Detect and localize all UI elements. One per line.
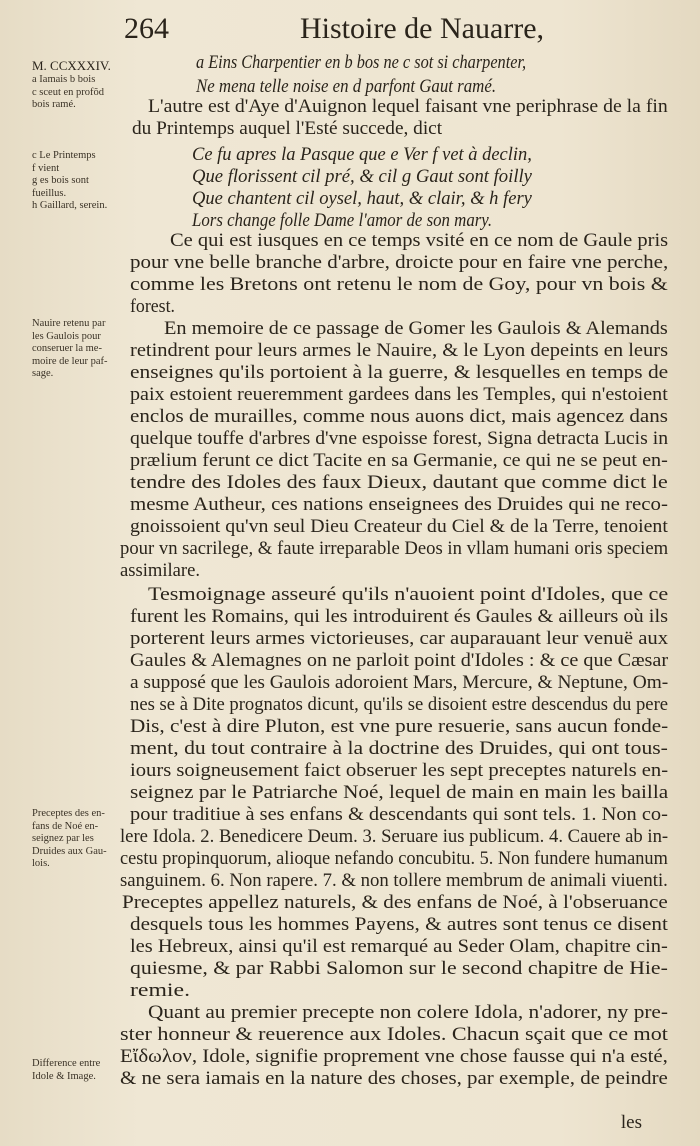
- text-line: pour traditiue à ses enfans & descendants qui sont tels. 1. Non co-: [130, 804, 668, 825]
- margin-note-line: Preceptes des en-: [32, 808, 105, 819]
- text-line: prælium ferunt ce dict Tacite en sa Germanie, ce qui ne se peut en-: [130, 450, 668, 471]
- text-line: Ce qui est iusques en ce temps vsité en ce nom de Gaule pris: [170, 230, 669, 251]
- catchword: les: [620, 1112, 642, 1133]
- margin-note-line: moire de leur paf-: [32, 355, 108, 367]
- margin-year: M. CCXXXIV.: [32, 58, 111, 73]
- text-line: tendre des Idoles des faux Dieux, dautant que comme dict le: [130, 472, 668, 493]
- text-line: seignez par le Patriarche Noé, lequel de main en main les bailla: [130, 782, 669, 803]
- text-line: quiesme, & par Rabbi Salomon sur le second chapitre de Hie-: [130, 958, 668, 979]
- running-title: Histoire de Nauarre,: [300, 12, 545, 45]
- text-line: retindrent pour leurs armes le Nauire, & le Lyon depeints en leurs: [130, 340, 669, 361]
- text-line: L'autre est d'Aye d'Auignon lequel faisant vne periphrase de la fin: [148, 96, 668, 117]
- text-line: paix estoient reueremment gardees dans les Temples, qui n'estoient: [130, 384, 668, 405]
- text-line: nes se à Dite prognatos dicunt, qu'ils se disoient estre descendus du pere: [130, 694, 669, 715]
- text-line: les Hebreux, ainsi qu'il est remarqué au Seder Olam, chapitre cin-: [130, 936, 668, 957]
- text-line: desquels tous les hommes Payens, & autres sont tenus ce disent: [130, 914, 668, 935]
- text-line: enclos de murailles, comme nous auons dict, mais agencez dans: [130, 406, 668, 427]
- margin-note-line: Difference entre: [32, 1058, 101, 1069]
- margin-note-line: Druides aux Gau-: [32, 845, 107, 857]
- margin-note-line: c sceut en profõd: [32, 86, 105, 98]
- text-line: Tesmoignage asseuré qu'ils n'auoient point d'Idoles, que ce: [148, 584, 669, 605]
- text-line: a Eins Charpentier en b bos ne c sot si charpenter,: [196, 52, 527, 73]
- margin-note-line: Idole & Image.: [32, 1070, 96, 1082]
- margin-note-line: sage.: [32, 368, 54, 379]
- text-line: enseignes qu'ils portoient à la guerre, & lesquelles en temps de: [130, 362, 669, 383]
- text-line: Quant au premier precepte non colere Idola, n'adorer, ny pre-: [148, 1002, 668, 1023]
- margin-note-4: [32, 808, 107, 871]
- text-line: gnoissoient qu'vn seul Dieu Createur du Ciel & de la Terre, tenoient: [130, 516, 668, 537]
- text-line: Dis, c'est à dire Pluton, est vne pure resuerie, sans aucun fonde-: [130, 716, 669, 737]
- text-line: du Printemps auquel l'Esté succede, dict: [132, 118, 443, 139]
- text-line: En memoire de ce passage de Gomer les Gaulois & Alemands: [164, 318, 668, 339]
- margin-note-line: conseruer la me-: [32, 343, 102, 354]
- text-line: sanguinem. 6. Non rapere. 7. & non tollere membrum de animali viuenti.: [120, 870, 668, 891]
- text-line: porterent leurs armes victorieuses, car auparauant leur venuë aux: [130, 628, 669, 649]
- text-line: forest.: [130, 296, 175, 317]
- margin-note-2: [32, 150, 107, 213]
- margin-note-line: bois ramé.: [32, 99, 76, 110]
- margin-note-line: fueillus.: [32, 187, 67, 199]
- text-line: quelque touffe d'arbres d'vne espoisse forest, Signa detracta Lucis in: [130, 428, 669, 449]
- text-line: Gaules & Alemagnes on ne parloit point d'Idoles : & ce que Cæsar: [130, 650, 669, 671]
- margin-note-line: Nauire retenu par: [32, 318, 106, 329]
- margin-note-3: [32, 318, 108, 381]
- margin-note-line: lois.: [32, 858, 50, 869]
- text-line: iours soigneusement faict obseruer les sept preceptes naturels en-: [130, 760, 669, 781]
- margin-note-5: [32, 1058, 100, 1083]
- text-line: lere Idola. 2. Benedicere Deum. 3. Seruare ius publicum. 4. Cauere ab in-: [120, 826, 669, 847]
- text-line: assimilare.: [120, 560, 200, 581]
- text-line: cestu propinquorum, alioque nefando concubitu. 5. Non fundere humanum: [120, 848, 668, 869]
- text-line: mesme Autheur, ces nations enseignees des Druides qui ne reco-: [130, 494, 668, 515]
- margin-note-line: fans de Noé en-: [32, 820, 99, 832]
- text-line: Lors change folle Dame l'amor de son mary.: [192, 210, 493, 231]
- margin-note-line: c Le Printemps: [32, 150, 96, 161]
- margin-note-line: seignez par les: [32, 833, 94, 844]
- margin-note-line: h Gaillard, serein.: [32, 200, 108, 211]
- text-line: furent les Romains, qui les introduirent és Gaules & ailleurs où ils: [130, 606, 669, 627]
- margin-note-line: les Gaulois pour: [32, 330, 101, 342]
- text-line: comme les Bretons ont retenu le nom de Goy, pour vn bois &: [130, 274, 668, 295]
- margin-note-line: f vient: [32, 162, 60, 174]
- page-number: 264: [124, 12, 169, 45]
- text-line: & ne sera iamais en la nature des choses, par exemple, de peindre: [120, 1068, 668, 1089]
- text-line: pour vn sacrilege, & faute irreparable Deos in vllam humani oris speciem: [120, 538, 669, 559]
- text-line: Que florissent cil pré, & cil g Gaut sont foilly: [192, 166, 532, 187]
- text-line: pour vne belle branche d'arbre, droicte pour en faire vne perche,: [130, 252, 669, 273]
- text-line: Ne mena telle noise en d parfont Gaut ramé.: [196, 76, 497, 97]
- text-line: Εἴδωλον, Idole, signifie proprement vne chose fausse qui n'a esté,: [120, 1046, 668, 1067]
- text-line: Que chantent cil oysel, haut, & clair, & h fery: [192, 188, 532, 209]
- margin-note-1: [32, 74, 104, 112]
- margin-note-line: g es bois sont: [32, 175, 89, 186]
- text-line: Ce fu apres la Pasque que e Ver f vet à declin,: [192, 144, 532, 165]
- text-line: ster honneur & reuerence aux Idoles. Chacun sçait que ce mot: [120, 1024, 668, 1045]
- text-line: Preceptes appellez naturels, & des enfans de Noé, à l'obseruance: [122, 892, 668, 913]
- text-line: ment, du tout contraire à la doctrine des Druides, qui ont tous-: [130, 738, 668, 759]
- text-line: remie.: [130, 980, 191, 1001]
- margin-note-line: a Iamais b bois: [32, 74, 96, 85]
- text-line: a supposé que les Gaulois adoroient Mars, Mercure, & Neptune, Om-: [130, 672, 669, 693]
